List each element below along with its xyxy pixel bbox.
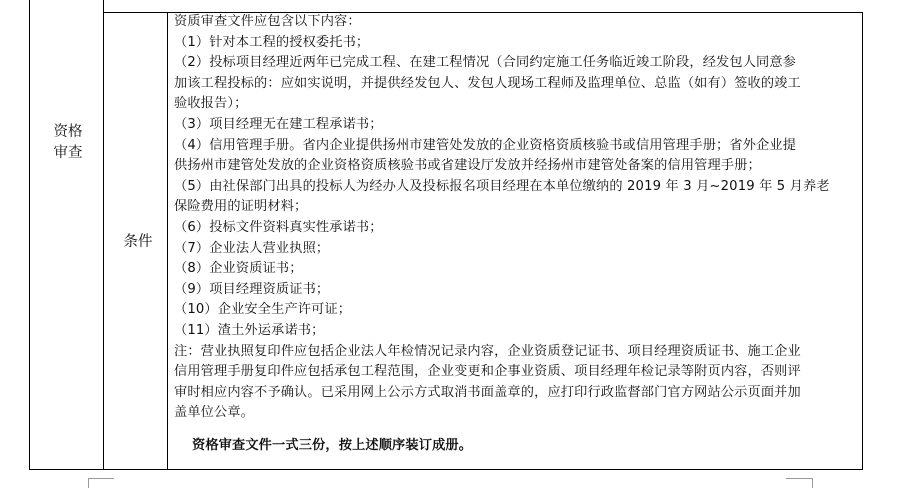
content-line: （3）项目经理无在建工程承诺书； (174, 116, 383, 132)
content-line: （5）由社保部门出具的投标人为经办人及投标报名项目经理在本单位缴纳的 2019 年 3 月~2019 年 5 月养老 (174, 178, 830, 194)
content-line: （2）投标项目经理近两年已完成工程、在建工程情况（合同约定施工任务临近竣工阶段，经发包人同意参 (174, 55, 797, 71)
content-line: （6）投标文件资料真实性承诺书； (174, 219, 383, 235)
sub-header-conditions: 条件 (123, 234, 153, 250)
content-line: （1）针对本工程的授权委托书； (174, 34, 370, 50)
page-corner-mark-right (812, 478, 813, 488)
table-border-right (862, 12, 863, 470)
content-line: （4）信用管理手册。省内企业提供扬州市建管处发放的企业资格资质核验书或信用管理手册；省外企业提 (174, 137, 797, 153)
content-line: 注：营业执照复印件应包括企业法人年检情况记录内容，企业资质登记证书、项目经理资质证书、施工企业 (174, 343, 801, 359)
content-line: 验收报告）； (174, 96, 248, 112)
row-header-line-1: 资格 (53, 124, 83, 140)
content-line: 盖单位公章。 (174, 405, 255, 421)
content-line: 信用管理手册复印件应包括承包工程范围，企业变更和企事业资质、项目经理年检记录等附页内容，否则评 (174, 364, 801, 380)
content-line: 审时相应内容不予确认。已采用网上公示方式取消书面盖章的，应打印行政监督部门官方网站公示页面并加 (174, 384, 801, 400)
table-border-left (29, 0, 30, 470)
content-line: 供扬州市建管处发放的企业资格资质核验书或省建设厅发放并经扬州市建管处备案的信用管理手册； (174, 158, 761, 174)
content-line: （7）企业法人营业执照； (174, 240, 330, 256)
content-line: 加该工程投标的：应如实说明，并提供经发包人、发包人现场工程师及监理单位、总监（如有）签收的竣工 (174, 75, 801, 91)
row-header-line-2: 审查 (53, 145, 83, 161)
row-header-qualification-review (44, 122, 92, 164)
content-line: （8）企业资质证书； (174, 261, 303, 277)
requirements-content (174, 12, 858, 456)
content-line: 保险费用的证明材料； (174, 199, 308, 215)
page-corner-mark-right-h (786, 478, 812, 479)
table-divider-col1 (103, 0, 104, 470)
content-line: （9）项目经理资质证书； (174, 281, 330, 297)
page-corner-mark-left-h (88, 478, 114, 479)
content-line: （10）企业安全生产许可证； (174, 302, 352, 318)
page-corner-mark-left (88, 478, 89, 488)
table-border-bottom (29, 469, 863, 470)
closing-note: 资格审查文件一式三份，按上述顺序装订成册。 (192, 437, 473, 453)
content-line: （11）渣土外运承诺书； (174, 322, 325, 338)
content-line: 资质审查文件应包含以下内容： (174, 14, 361, 29)
